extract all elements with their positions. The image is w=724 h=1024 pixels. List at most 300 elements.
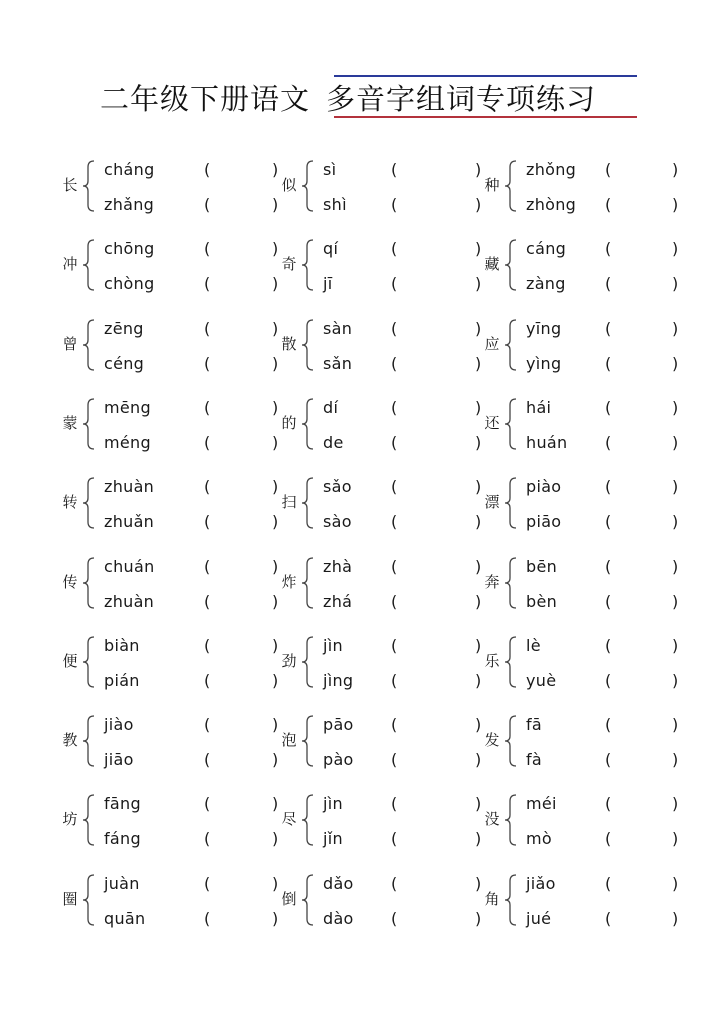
close-paren: ) <box>475 750 482 769</box>
pinyin-label: méng <box>104 433 151 452</box>
curly-brace-icon <box>504 794 518 846</box>
word-answer-blank[interactable] <box>403 556 467 578</box>
close-paren: ) <box>475 874 482 893</box>
open-paren: ( <box>605 512 612 531</box>
word-answer-blank[interactable] <box>617 159 664 181</box>
pinyin-label: chòng <box>104 274 155 293</box>
pinyin-label: pián <box>104 671 140 690</box>
close-paren: ) <box>672 512 679 531</box>
close-paren: ) <box>672 874 679 893</box>
close-paren: ) <box>475 354 482 373</box>
open-paren: ( <box>391 477 398 496</box>
pinyin-label: pào <box>323 750 354 769</box>
polyphone-group <box>482 316 682 376</box>
pinyin-label: biàn <box>104 636 140 655</box>
word-answer-blank[interactable] <box>216 273 264 295</box>
word-answer-blank[interactable] <box>617 714 664 736</box>
pinyin-label: fāng <box>104 794 141 813</box>
word-answer-blank[interactable] <box>216 793 264 815</box>
polyphone-group <box>279 554 482 614</box>
open-paren: ( <box>204 874 211 893</box>
open-paren: ( <box>204 829 211 848</box>
pinyin-label: cáng <box>526 239 567 258</box>
close-paren: ) <box>672 671 679 690</box>
polyphone-group <box>482 236 682 296</box>
word-answer-blank[interactable] <box>216 432 264 454</box>
word-answer-blank[interactable] <box>216 670 264 692</box>
word-answer-blank[interactable] <box>216 238 264 260</box>
pinyin-label: sǎn <box>323 354 353 373</box>
close-paren: ) <box>672 715 679 734</box>
polyphone-group <box>482 871 682 931</box>
curly-brace-icon <box>301 636 315 688</box>
pinyin-label: zhá <box>323 592 353 611</box>
word-answer-blank[interactable] <box>617 194 664 216</box>
open-paren: ( <box>605 354 612 373</box>
word-answer-blank[interactable] <box>617 793 664 815</box>
pinyin-label: jué <box>526 909 552 928</box>
polyphone-group <box>279 236 482 296</box>
word-answer-blank[interactable] <box>403 670 467 692</box>
open-paren: ( <box>605 636 612 655</box>
open-paren: ( <box>204 592 211 611</box>
polyphone-group <box>482 712 682 772</box>
word-answer-blank[interactable] <box>216 511 264 533</box>
pinyin-label: juàn <box>104 874 140 893</box>
close-paren: ) <box>475 592 482 611</box>
close-paren: ) <box>672 750 679 769</box>
open-paren: ( <box>605 715 612 734</box>
polyphone-character: 奇 <box>281 255 297 273</box>
open-paren: ( <box>391 195 398 214</box>
open-paren: ( <box>204 557 211 576</box>
pinyin-label: sàn <box>323 319 353 338</box>
curly-brace-icon <box>301 794 315 846</box>
open-paren: ( <box>391 750 398 769</box>
open-paren: ( <box>605 750 612 769</box>
close-paren: ) <box>272 398 279 417</box>
polyphone-group <box>279 633 482 693</box>
close-paren: ) <box>272 874 279 893</box>
word-answer-blank[interactable] <box>216 591 264 613</box>
polyphone-group <box>279 395 482 455</box>
pinyin-label: zhuàn <box>104 477 155 496</box>
pinyin-label: zhòng <box>526 195 577 214</box>
word-answer-blank[interactable] <box>617 749 664 771</box>
word-answer-blank[interactable] <box>216 194 264 216</box>
open-paren: ( <box>204 477 211 496</box>
pinyin-label: jǐn <box>323 829 343 848</box>
word-answer-blank[interactable] <box>403 238 467 260</box>
curly-brace-icon <box>82 477 96 529</box>
pinyin-label: céng <box>104 354 145 373</box>
close-paren: ) <box>672 398 679 417</box>
close-paren: ) <box>272 671 279 690</box>
word-answer-blank[interactable] <box>617 591 664 613</box>
pinyin-label: dào <box>323 909 354 928</box>
open-paren: ( <box>204 398 211 417</box>
polyphone-character: 藏 <box>484 255 500 273</box>
word-answer-blank[interactable] <box>403 873 467 895</box>
polyphone-character: 扫 <box>281 493 297 511</box>
word-answer-blank[interactable] <box>403 749 467 771</box>
open-paren: ( <box>391 239 398 258</box>
open-paren: ( <box>391 829 398 848</box>
open-paren: ( <box>605 433 612 452</box>
open-paren: ( <box>204 671 211 690</box>
pinyin-label: mò <box>526 829 552 848</box>
open-paren: ( <box>204 794 211 813</box>
close-paren: ) <box>672 557 679 576</box>
open-paren: ( <box>605 160 612 179</box>
word-answer-blank[interactable] <box>216 476 264 498</box>
close-paren: ) <box>672 477 679 496</box>
open-paren: ( <box>391 398 398 417</box>
word-answer-blank[interactable] <box>403 432 467 454</box>
word-answer-blank[interactable] <box>617 353 664 375</box>
curly-brace-icon <box>82 160 96 212</box>
word-answer-blank[interactable] <box>403 159 467 181</box>
polyphone-character: 散 <box>281 335 297 353</box>
open-paren: ( <box>391 354 398 373</box>
pinyin-label: dí <box>323 398 339 417</box>
pinyin-label: hái <box>526 398 552 417</box>
word-answer-blank[interactable] <box>617 476 664 498</box>
curly-brace-icon <box>82 557 96 609</box>
word-answer-blank[interactable] <box>617 511 664 533</box>
word-answer-blank[interactable] <box>617 828 664 850</box>
polyphone-group <box>482 474 682 534</box>
word-answer-blank[interactable] <box>216 714 264 736</box>
word-answer-blank[interactable] <box>617 397 664 419</box>
open-paren: ( <box>391 909 398 928</box>
polyphone-group <box>279 871 482 931</box>
word-answer-blank[interactable] <box>617 873 664 895</box>
polyphone-character: 曾 <box>62 335 78 353</box>
open-paren: ( <box>605 592 612 611</box>
open-paren: ( <box>391 636 398 655</box>
open-paren: ( <box>204 319 211 338</box>
curly-brace-icon <box>504 398 518 450</box>
polyphone-character: 漂 <box>484 493 500 511</box>
curly-brace-icon <box>504 160 518 212</box>
close-paren: ) <box>672 239 679 258</box>
open-paren: ( <box>391 512 398 531</box>
polyphone-character: 蒙 <box>62 414 78 432</box>
open-paren: ( <box>204 715 211 734</box>
polyphone-character: 角 <box>484 890 500 908</box>
close-paren: ) <box>272 319 279 338</box>
close-paren: ) <box>272 794 279 813</box>
polyphone-group <box>60 633 279 693</box>
word-answer-blank[interactable] <box>403 476 467 498</box>
word-answer-blank[interactable] <box>403 591 467 613</box>
word-answer-blank[interactable] <box>216 353 264 375</box>
open-paren: ( <box>605 874 612 893</box>
word-answer-blank[interactable] <box>216 749 264 771</box>
pinyin-label: yìng <box>526 354 562 373</box>
close-paren: ) <box>672 433 679 452</box>
pinyin-label: shì <box>323 195 347 214</box>
pinyin-label: méi <box>526 794 557 813</box>
pinyin-label: zēng <box>104 319 144 338</box>
close-paren: ) <box>672 274 679 293</box>
pinyin-label: jìng <box>323 671 354 690</box>
curly-brace-icon <box>301 557 315 609</box>
close-paren: ) <box>272 477 279 496</box>
open-paren: ( <box>391 274 398 293</box>
curly-brace-icon <box>504 874 518 926</box>
polyphone-group <box>60 316 279 376</box>
open-paren: ( <box>605 671 612 690</box>
open-paren: ( <box>605 274 612 293</box>
pinyin-label: bēn <box>526 557 558 576</box>
pinyin-label: chōng <box>104 239 155 258</box>
close-paren: ) <box>272 160 279 179</box>
close-paren: ) <box>475 636 482 655</box>
word-answer-blank[interactable] <box>403 397 467 419</box>
polyphone-group <box>482 395 682 455</box>
close-paren: ) <box>475 160 482 179</box>
open-paren: ( <box>391 671 398 690</box>
polyphone-group <box>482 554 682 614</box>
word-answer-blank[interactable] <box>403 828 467 850</box>
close-paren: ) <box>272 195 279 214</box>
curly-brace-icon <box>301 398 315 450</box>
pinyin-label: pāo <box>323 715 354 734</box>
open-paren: ( <box>391 715 398 734</box>
curly-brace-icon <box>82 715 96 767</box>
word-answer-blank[interactable] <box>403 194 467 216</box>
polyphone-character: 种 <box>484 176 500 194</box>
pinyin-label: quān <box>104 909 146 928</box>
curly-brace-icon <box>82 319 96 371</box>
close-paren: ) <box>672 909 679 928</box>
polyphone-group <box>60 871 279 931</box>
close-paren: ) <box>272 909 279 928</box>
open-paren: ( <box>204 160 211 179</box>
word-answer-blank[interactable] <box>216 873 264 895</box>
open-paren: ( <box>605 195 612 214</box>
pinyin-label: dǎo <box>323 874 354 893</box>
close-paren: ) <box>272 433 279 452</box>
open-paren: ( <box>204 354 211 373</box>
polyphone-character: 便 <box>62 652 78 670</box>
pinyin-label: piào <box>526 477 562 496</box>
polyphone-character: 劲 <box>281 652 297 670</box>
pinyin-label: lè <box>526 636 541 655</box>
open-paren: ( <box>391 433 398 452</box>
curly-brace-icon <box>504 319 518 371</box>
open-paren: ( <box>204 195 211 214</box>
close-paren: ) <box>475 319 482 338</box>
close-paren: ) <box>475 274 482 293</box>
close-paren: ) <box>475 195 482 214</box>
word-answer-blank[interactable] <box>617 273 664 295</box>
polyphone-group <box>482 157 682 217</box>
pinyin-label: zhuàn <box>104 592 155 611</box>
close-paren: ) <box>272 239 279 258</box>
curly-brace-icon <box>504 557 518 609</box>
curly-brace-icon <box>301 239 315 291</box>
curly-brace-icon <box>82 794 96 846</box>
close-paren: ) <box>475 557 482 576</box>
polyphone-character: 冲 <box>62 255 78 273</box>
word-answer-blank[interactable] <box>216 556 264 578</box>
pinyin-label: chuán <box>104 557 155 576</box>
pinyin-label: piāo <box>526 512 562 531</box>
word-answer-blank[interactable] <box>617 670 664 692</box>
open-paren: ( <box>391 160 398 179</box>
polyphone-character: 转 <box>62 493 78 511</box>
close-paren: ) <box>272 512 279 531</box>
open-paren: ( <box>605 319 612 338</box>
word-answer-blank[interactable] <box>216 318 264 340</box>
close-paren: ) <box>272 829 279 848</box>
open-paren: ( <box>391 794 398 813</box>
pinyin-label: yīng <box>526 319 562 338</box>
pinyin-label: jiǎo <box>526 874 556 893</box>
curly-brace-icon <box>301 160 315 212</box>
open-paren: ( <box>605 557 612 576</box>
open-paren: ( <box>391 319 398 338</box>
word-answer-blank[interactable] <box>403 318 467 340</box>
title-topic: 多音字组词专项练习 <box>326 81 597 116</box>
polyphone-group <box>279 712 482 772</box>
word-answer-blank[interactable] <box>617 635 664 657</box>
word-answer-blank[interactable] <box>216 397 264 419</box>
curly-brace-icon <box>301 715 315 767</box>
close-paren: ) <box>475 512 482 531</box>
word-answer-blank[interactable] <box>617 318 664 340</box>
pinyin-label: zhà <box>323 557 353 576</box>
pinyin-label: jiāo <box>104 750 134 769</box>
polyphone-character: 炸 <box>281 573 297 591</box>
close-paren: ) <box>672 636 679 655</box>
close-paren: ) <box>272 557 279 576</box>
polyphone-group <box>60 712 279 772</box>
close-paren: ) <box>475 909 482 928</box>
close-paren: ) <box>672 592 679 611</box>
word-answer-blank[interactable] <box>216 635 264 657</box>
polyphone-group <box>60 395 279 455</box>
word-answer-blank[interactable] <box>617 432 664 454</box>
title-grade-subject: 二年级下册语文 <box>100 81 311 116</box>
polyphone-character: 坊 <box>62 810 78 828</box>
polyphone-group <box>60 157 279 217</box>
word-answer-blank[interactable] <box>403 511 467 533</box>
polyphone-character: 发 <box>484 731 500 749</box>
word-answer-blank[interactable] <box>403 793 467 815</box>
close-paren: ) <box>475 829 482 848</box>
polyphone-character: 奔 <box>484 573 500 591</box>
close-paren: ) <box>272 715 279 734</box>
polyphone-character: 还 <box>484 414 500 432</box>
word-answer-blank[interactable] <box>216 908 264 930</box>
close-paren: ) <box>272 274 279 293</box>
polyphone-group <box>279 791 482 851</box>
polyphone-character: 圈 <box>62 890 78 908</box>
curly-brace-icon <box>301 477 315 529</box>
word-answer-blank[interactable] <box>403 714 467 736</box>
word-answer-blank[interactable] <box>403 353 467 375</box>
polyphone-character: 似 <box>281 176 297 194</box>
polyphone-group <box>60 554 279 614</box>
curly-brace-icon <box>504 239 518 291</box>
open-paren: ( <box>391 557 398 576</box>
word-answer-blank[interactable] <box>617 238 664 260</box>
close-paren: ) <box>672 354 679 373</box>
word-answer-blank[interactable] <box>216 159 264 181</box>
word-answer-blank[interactable] <box>216 828 264 850</box>
pinyin-label: fà <box>526 750 543 769</box>
pinyin-label: huán <box>526 433 568 452</box>
curly-brace-icon <box>301 874 315 926</box>
word-answer-blank[interactable] <box>403 635 467 657</box>
open-paren: ( <box>605 477 612 496</box>
word-answer-blank[interactable] <box>617 908 664 930</box>
open-paren: ( <box>204 433 211 452</box>
pinyin-label: zhuǎn <box>104 512 155 531</box>
polyphone-character: 乐 <box>484 652 500 670</box>
pinyin-label: bèn <box>526 592 558 611</box>
close-paren: ) <box>272 354 279 373</box>
pinyin-label: zhǒng <box>526 160 577 179</box>
open-paren: ( <box>204 636 211 655</box>
polyphone-group <box>60 791 279 851</box>
curly-brace-icon <box>504 636 518 688</box>
word-answer-blank[interactable] <box>403 908 467 930</box>
close-paren: ) <box>475 671 482 690</box>
close-paren: ) <box>475 239 482 258</box>
close-paren: ) <box>672 160 679 179</box>
close-paren: ) <box>272 750 279 769</box>
polyphone-group <box>279 157 482 217</box>
polyphone-character: 传 <box>62 573 78 591</box>
word-answer-blank[interactable] <box>617 556 664 578</box>
open-paren: ( <box>204 512 211 531</box>
polyphone-character: 没 <box>484 810 500 828</box>
pinyin-label: jiào <box>104 715 134 734</box>
open-paren: ( <box>204 750 211 769</box>
polyphone-group <box>60 236 279 296</box>
open-paren: ( <box>391 592 398 611</box>
pinyin-label: sì <box>323 160 337 179</box>
pinyin-label: de <box>323 433 344 452</box>
close-paren: ) <box>672 195 679 214</box>
pinyin-label: jìn <box>323 636 343 655</box>
open-paren: ( <box>605 239 612 258</box>
polyphone-character: 教 <box>62 731 78 749</box>
curly-brace-icon <box>504 715 518 767</box>
open-paren: ( <box>605 829 612 848</box>
pinyin-label: qí <box>323 239 339 258</box>
word-answer-blank[interactable] <box>403 273 467 295</box>
polyphone-group <box>482 633 682 693</box>
close-paren: ) <box>672 829 679 848</box>
pinyin-label: fā <box>526 715 543 734</box>
pinyin-label: jìn <box>323 794 343 813</box>
pinyin-label: cháng <box>104 160 155 179</box>
pinyin-label: zàng <box>526 274 566 293</box>
polyphone-group <box>482 791 682 851</box>
pinyin-label: fáng <box>104 829 141 848</box>
close-paren: ) <box>672 794 679 813</box>
curly-brace-icon <box>82 874 96 926</box>
open-paren: ( <box>391 874 398 893</box>
pinyin-label: sào <box>323 512 352 531</box>
open-paren: ( <box>605 398 612 417</box>
